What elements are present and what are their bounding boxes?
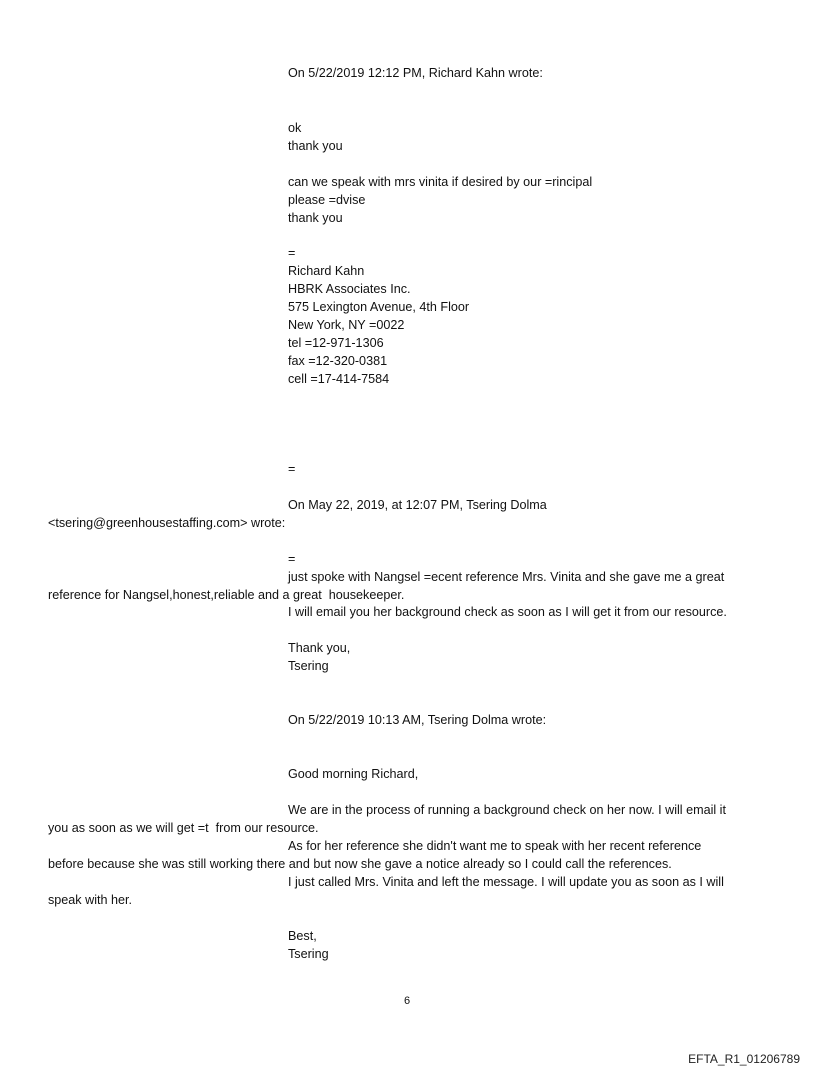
signature-tel: tel =12-971-1306	[288, 336, 384, 350]
email-header-tsering-earlier: On 5/22/2019 10:13 AM, Tsering Dolma wrote:	[288, 713, 547, 727]
email-body-line: I will email you her background check as soon as I will get it from our resource.	[288, 605, 727, 619]
email-sender: Tsering	[288, 659, 329, 673]
email-header-tsering-line2: <tsering@greenhousestaffing.com> wrote:	[48, 516, 286, 530]
email-body-line: I just called Mrs. Vinita and left the message. I will update you as soon as I will	[288, 875, 724, 889]
email-greeting: Good morning Richard,	[288, 767, 419, 781]
email-closing: Thank you,	[288, 641, 351, 655]
email-body-line: you as soon as we will get =t from our resource.	[48, 821, 319, 835]
email-body-line: ok	[288, 121, 302, 135]
email-body-line: =	[288, 246, 296, 260]
signature-cell: cell =17-414-7584	[288, 372, 390, 386]
email-body-line: just spoke with Nangsel =ecent reference Mrs. Vinita and she gave me a great	[288, 570, 725, 584]
email-body-line: thank you	[288, 139, 343, 153]
signature-address-line2: New York, NY =0022	[288, 318, 405, 332]
separator: =	[288, 462, 296, 476]
email-body-line: reference for Nangsel,honest,reliable and a great housekeeper.	[48, 588, 405, 602]
email-sender: Tsering	[288, 947, 329, 961]
email-body-line: before because she was still working there and but now she gave a notice already so I could call the references.	[48, 857, 672, 871]
signature-company: HBRK Associates Inc.	[288, 282, 411, 296]
signature-name: Richard Kahn	[288, 264, 365, 278]
email-body-line: speak with her.	[48, 893, 133, 907]
email-body-line: We are in the process of running a background check on her now. I will email it	[288, 803, 726, 817]
email-body-line: can we speak with mrs vinita if desired by our =rincipal	[288, 175, 593, 189]
separator: =	[288, 552, 296, 566]
page-number: 6	[404, 995, 411, 1007]
signature-address-line1: 575 Lexington Avenue, 4th Floor	[288, 300, 470, 314]
signature-fax: fax =12-320-0381	[288, 354, 388, 368]
email-closing: Best,	[288, 929, 317, 943]
bates-number: EFTA_R1_01206789	[688, 1052, 800, 1066]
email-body-line: please =dvise	[288, 193, 366, 207]
email-body-line: As for her reference she didn't want me to speak with her recent reference	[288, 839, 702, 853]
email-header-richard-kahn: On 5/22/2019 12:12 PM, Richard Kahn wrote:	[288, 66, 543, 80]
email-header-tsering-line1: On May 22, 2019, at 12:07 PM, Tsering Dolma	[288, 498, 547, 512]
email-body-line: thank you	[288, 211, 343, 225]
